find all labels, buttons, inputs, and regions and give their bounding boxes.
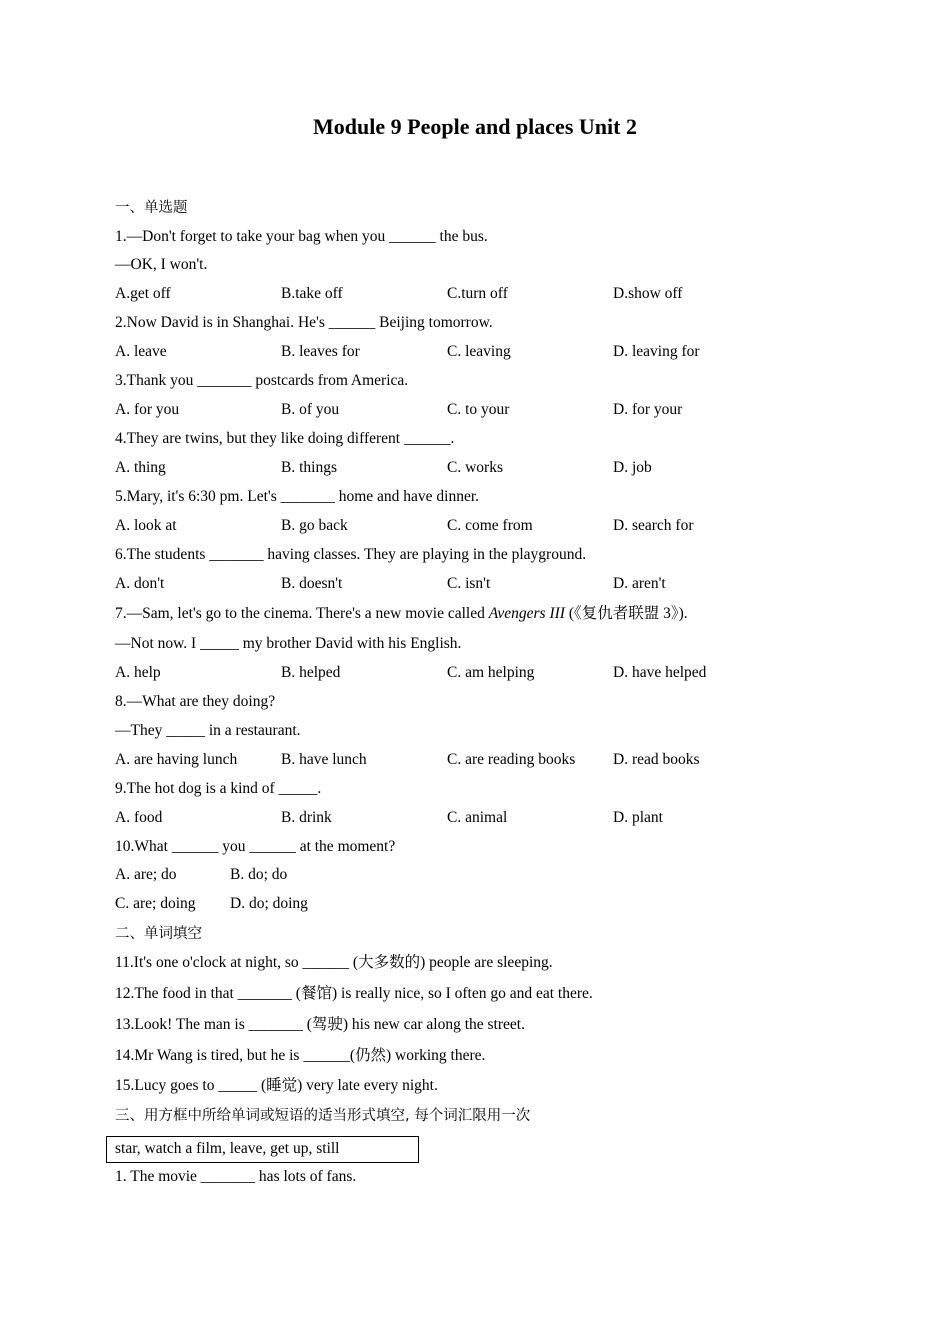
option-a: A. look at <box>115 517 177 534</box>
fill-item-14: 14.Mr Wang is tired, but he is ______(仍然) working there. <box>115 1047 486 1064</box>
option-a: A.get off <box>115 285 171 302</box>
question-3-options <box>115 400 835 420</box>
question-6-options <box>115 574 835 594</box>
option-d: D. aren't <box>613 575 666 592</box>
option-d: D. have helped <box>613 664 707 681</box>
question-7-text-end: (《复仇者联盟 3》). <box>564 605 688 622</box>
option-a: A. for you <box>115 401 180 418</box>
option-c: C. isn't <box>447 575 491 592</box>
option-d: D. plant <box>613 809 663 826</box>
fill-item-15: 15.Lucy goes to _____ (睡觉) very late every night. <box>115 1077 438 1094</box>
option-d: D. read books <box>613 751 700 768</box>
question-8-options <box>115 750 835 770</box>
question-8-line-1: 8.—What are they doing? <box>115 693 276 710</box>
option-c: C. animal <box>447 809 508 826</box>
option-b: B. have lunch <box>281 751 367 768</box>
option-a: A. don't <box>115 575 165 592</box>
option-c: C. leaving <box>447 343 511 360</box>
option-c: C. are reading books <box>447 751 576 768</box>
question-2-options <box>115 342 835 362</box>
word-box-text: star, watch a film, leave, get up, still <box>115 1140 340 1157</box>
option-c: C.turn off <box>447 285 508 302</box>
question-9-options <box>115 808 835 828</box>
question-1-line-1: 1.—Don't forget to take your bag when you ______ the bus. <box>115 228 488 245</box>
option-b: B. of you <box>281 401 340 418</box>
movie-title: Avengers III <box>488 605 565 622</box>
question-1-options <box>115 284 835 304</box>
option-c: C. am helping <box>447 664 535 681</box>
question-7-line-1 <box>115 604 688 624</box>
option-b: B. leaves for <box>281 343 360 360</box>
question-4-line-1: 4.They are twins, but they like doing different ______. <box>115 430 455 447</box>
option-c: C. works <box>447 459 503 476</box>
option-a: A. leave <box>115 343 167 360</box>
option-d: D. search for <box>613 517 694 534</box>
option-d: D.show off <box>613 285 683 302</box>
fill-item-13: 13.Look! The man is _______ (驾驶) his new car along the street. <box>115 1016 525 1033</box>
option-d: D. leaving for <box>613 343 700 360</box>
option-a: A. are having lunch <box>115 751 238 768</box>
question-5-options <box>115 516 835 536</box>
option-b: B. do; do <box>230 866 288 883</box>
question-1-line-2: —OK, I won't. <box>115 256 208 273</box>
option-b: B. things <box>281 459 337 476</box>
question-6-line-1: 6.The students _______ having classes. They are playing in the playground. <box>115 546 587 563</box>
fill-item-11: 11.It's one o'clock at night, so ______ (大多数的) people are sleeping. <box>115 954 553 971</box>
question-2-line-1: 2.Now David is in Shanghai. He's ______ Beijing tomorrow. <box>115 314 493 331</box>
question-8-line-2: —They _____ in a restaurant. <box>115 722 301 739</box>
question-10-options-row-1 <box>115 865 835 885</box>
section2-heading: 二、单词填空 <box>115 926 202 942</box>
option-b: B. drink <box>281 809 332 826</box>
fill-item-12: 12.The food in that _______ (餐馆) is really nice, so I often go and eat there. <box>115 985 593 1002</box>
question-5-line-1: 5.Mary, it's 6:30 pm. Let's _______ home and have dinner. <box>115 488 480 505</box>
question-10-options-row-2 <box>115 894 835 914</box>
question-10-line-1: 10.What ______ you ______ at the moment? <box>115 838 396 855</box>
option-c: C. to your <box>447 401 510 418</box>
option-a: A. are; do <box>115 866 177 883</box>
question-7-options <box>115 663 835 683</box>
question-4-options <box>115 458 835 478</box>
option-d: D. do; doing <box>230 895 308 912</box>
option-a: A. food <box>115 809 163 826</box>
question-9-line-1: 9.The hot dog is a kind of _____. <box>115 780 322 797</box>
word-box <box>106 1136 419 1163</box>
option-c: C. come from <box>447 517 533 534</box>
section3-heading: 三、用方框中所给单词或短语的适当形式填空, 每个词汇限用一次 <box>115 1108 531 1124</box>
option-d: D. job <box>613 459 652 476</box>
option-b: B. doesn't <box>281 575 343 592</box>
question-7-text-start: 7.—Sam, let's go to the cinema. There's a new movie called <box>115 605 489 622</box>
page-title: Module 9 People and places Unit 2 <box>313 114 637 139</box>
option-b: B.take off <box>281 285 343 302</box>
option-a: A. help <box>115 664 161 681</box>
option-a: A. thing <box>115 459 166 476</box>
question-3-line-1: 3.Thank you _______ postcards from America. <box>115 372 409 389</box>
option-b: B. helped <box>281 664 341 681</box>
question-7-line-2: —Not now. I _____ my brother David with his English. <box>115 635 462 652</box>
option-b: B. go back <box>281 517 348 534</box>
option-d: D. for your <box>613 401 683 418</box>
option-c: C. are; doing <box>115 895 196 912</box>
section1-heading: 一、单选题 <box>115 200 188 216</box>
section3-item-1: 1. The movie _______ has lots of fans. <box>115 1168 357 1185</box>
